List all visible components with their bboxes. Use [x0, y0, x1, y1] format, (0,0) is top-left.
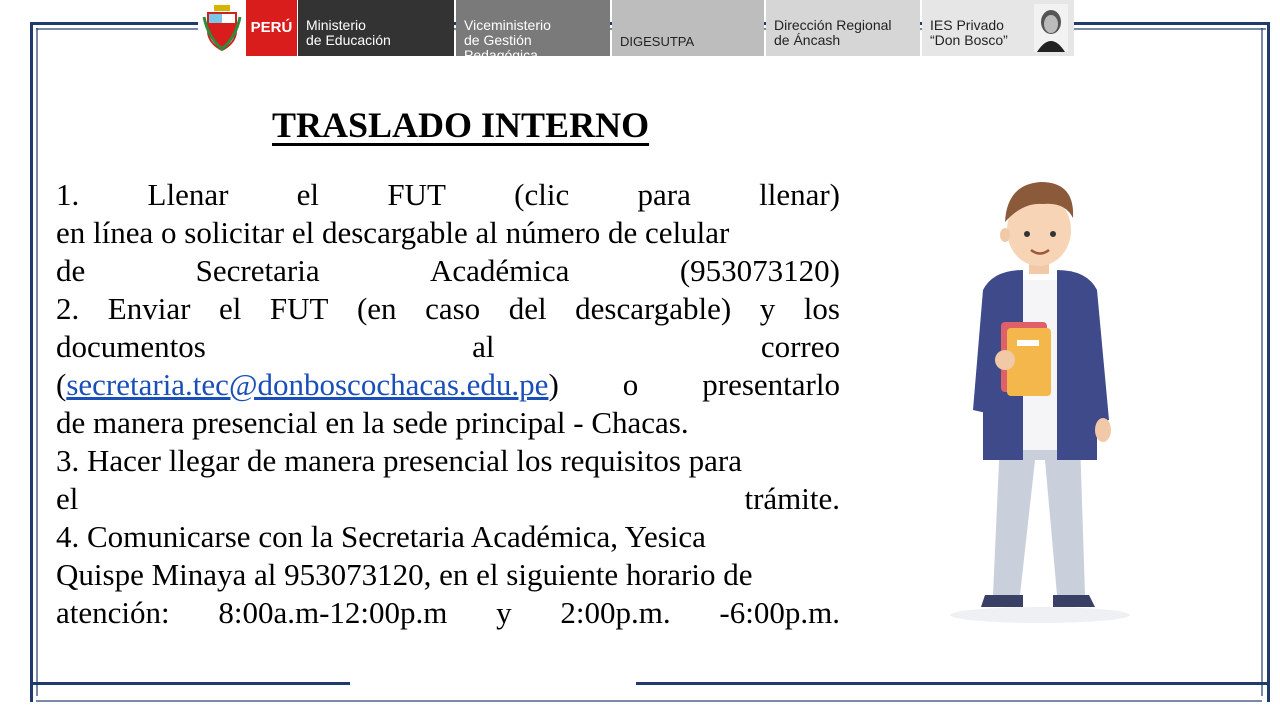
- frame-line: [1261, 28, 1263, 696]
- frame-line: [36, 28, 38, 696]
- ministerio-label: Ministerio de Educación: [298, 0, 454, 56]
- text-line: en línea o solicitar el descargable al número de celular: [56, 215, 730, 250]
- student-illustration: [905, 140, 1185, 640]
- text-line: 1. Llenar el FUT (clic para llenar): [56, 177, 840, 212]
- text-line: 2. Enviar el FUT (en caso del descargable) y los: [56, 291, 840, 326]
- text-line: atención: 8:00a.m-12:00p.m y 2:00p.m. -6:00p.m.: [56, 595, 840, 630]
- text-line: el trámite.: [56, 481, 840, 516]
- email-link[interactable]: secretaria.tec@donboscochacas.edu.pe: [66, 367, 549, 402]
- instructions-text: [56, 176, 840, 632]
- frame-line: [36, 700, 1262, 702]
- institution-banner: [198, 0, 1074, 63]
- text-line: Quispe Minaya al 953073120, en el siguiente horario de: [56, 557, 753, 592]
- frame-line: [636, 682, 1270, 685]
- digesutpa-label: DIGESUTPA: [612, 0, 764, 56]
- frame-line: [30, 22, 33, 702]
- direccion-regional-label: Dirección Regional de Áncash: [766, 0, 920, 56]
- text-line: documentos al correo: [56, 329, 840, 364]
- peru-label: PERÚ: [246, 0, 298, 56]
- text-line: de Secretaria Académica (953073120): [56, 253, 840, 288]
- viceministerio-label: Viceministerio de Gestión Pedagógica: [456, 0, 610, 56]
- text-line: (secretaria.tec@donboscochacas.edu.pe) o presentarlo: [56, 367, 840, 402]
- frame-line: [1267, 22, 1270, 702]
- text-line: 4. Comunicarse con la Secretaria Académica, Yesica: [56, 519, 706, 554]
- text-line: de manera presencial en la sede principal - Chacas.: [56, 405, 689, 440]
- page-title: TRASLADO INTERNO: [272, 105, 650, 145]
- peru-crest-icon: [198, 0, 246, 56]
- frame-line: [30, 682, 350, 685]
- don-bosco-portrait-icon: [1034, 4, 1068, 52]
- ies-label: IES Privado “Don Bosco”: [922, 0, 1074, 56]
- text-line: 3. Hacer llegar de manera presencial los requisitos para: [56, 443, 742, 478]
